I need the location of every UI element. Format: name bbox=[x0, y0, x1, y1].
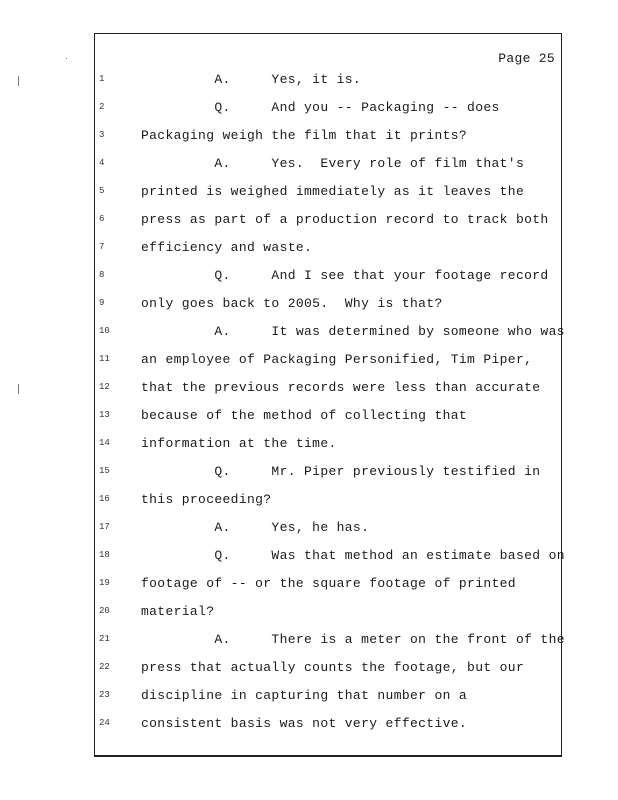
line-number: 24 bbox=[99, 718, 110, 728]
transcript-line: material? bbox=[141, 604, 215, 619]
transcript-line: efficiency and waste. bbox=[141, 240, 313, 255]
transcript-line: discipline in capturing that number on a bbox=[141, 688, 468, 703]
transcript-line: Q. Mr. Piper previously testified in bbox=[141, 464, 541, 479]
line-number: 18 bbox=[99, 550, 110, 560]
transcript-line: Q. And you -- Packaging -- does bbox=[141, 100, 500, 115]
transcript-line: A. Yes, it is. bbox=[141, 72, 362, 87]
line-number: 13 bbox=[99, 410, 110, 420]
transcript-line: information at the time. bbox=[141, 436, 337, 451]
transcript-line: only goes back to 2005. Why is that? bbox=[141, 296, 443, 311]
transcript-line: consistent basis was not very effective. bbox=[141, 716, 468, 731]
transcript-line: footage of -- or the square footage of printed bbox=[141, 576, 516, 591]
line-number: 5 bbox=[99, 186, 105, 196]
line-number: 2 bbox=[99, 102, 105, 112]
line-number: 15 bbox=[99, 466, 110, 476]
line-number: 22 bbox=[99, 662, 110, 672]
transcript-line: press as part of a production record to track both bbox=[141, 212, 549, 227]
transcript-line: because of the method of collecting that bbox=[141, 408, 468, 423]
transcript-line: Packaging weigh the film that it prints? bbox=[141, 128, 468, 143]
line-number: 19 bbox=[99, 578, 110, 588]
transcript-line: printed is weighed immediately as it leaves the bbox=[141, 184, 525, 199]
scan-mark-top bbox=[18, 76, 19, 86]
transcript-line: this proceeding? bbox=[141, 492, 272, 507]
line-number: 7 bbox=[99, 242, 105, 252]
page-number: Page 25 bbox=[498, 51, 555, 66]
line-number: 14 bbox=[99, 438, 110, 448]
scan-mark-dot bbox=[66, 58, 67, 59]
transcript-line: that the previous records were less than accurate bbox=[141, 380, 541, 395]
transcript-line: A. Yes, he has. bbox=[141, 520, 370, 535]
transcript-line: A. It was determined by someone who was bbox=[141, 324, 565, 339]
line-number: 1 bbox=[99, 74, 105, 84]
line-number: 4 bbox=[99, 158, 105, 168]
line-number: 3 bbox=[99, 130, 105, 140]
line-number: 17 bbox=[99, 522, 110, 532]
transcript-line: an employee of Packaging Personified, Tim Piper, bbox=[141, 352, 533, 367]
line-number: 20 bbox=[99, 606, 110, 616]
line-number: 10 bbox=[99, 326, 110, 336]
transcript-line: press that actually counts the footage, but our bbox=[141, 660, 525, 675]
transcript-line: Q. And I see that your footage record bbox=[141, 268, 549, 283]
scan-mark-middle bbox=[18, 384, 19, 394]
transcript-line: Q. Was that method an estimate based on bbox=[141, 548, 565, 563]
line-number: 12 bbox=[99, 382, 110, 392]
line-number: 16 bbox=[99, 494, 110, 504]
transcript-line: A. Yes. Every role of film that's bbox=[141, 156, 525, 171]
line-number: 11 bbox=[99, 354, 110, 364]
line-number: 8 bbox=[99, 270, 105, 280]
line-number: 6 bbox=[99, 214, 105, 224]
line-number: 9 bbox=[99, 298, 105, 308]
line-number: 21 bbox=[99, 634, 110, 644]
transcript-line: A. There is a meter on the front of the bbox=[141, 632, 565, 647]
line-number: 23 bbox=[99, 690, 110, 700]
